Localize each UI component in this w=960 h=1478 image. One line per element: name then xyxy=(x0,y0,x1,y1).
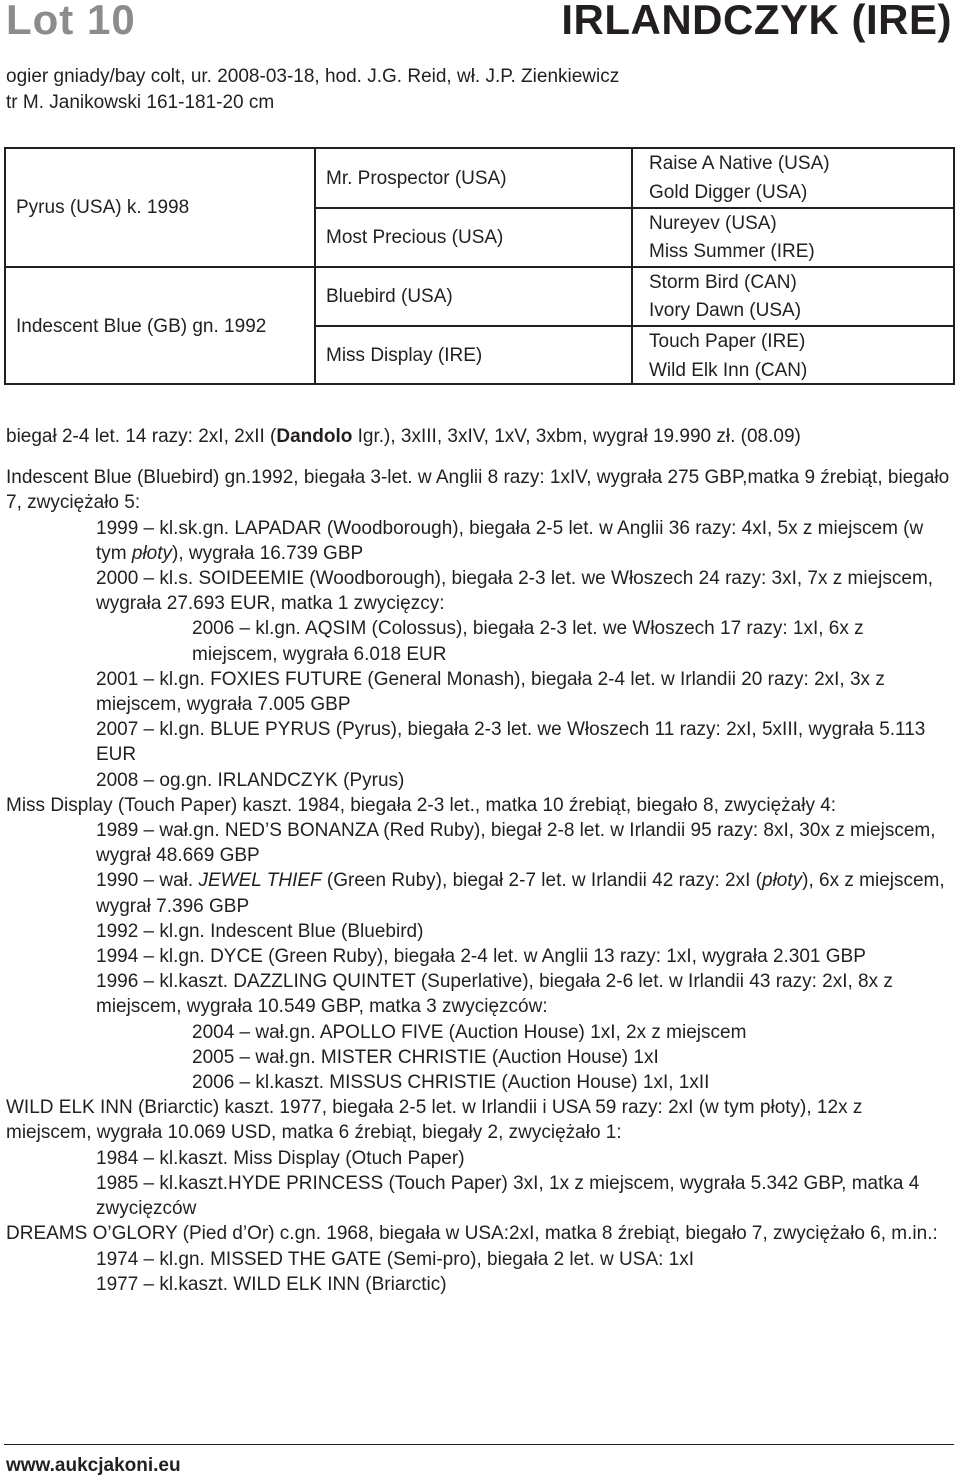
offspring-entry: 1994 – kl.gn. DYCE (Green Ruby), biegała 2-4 let. w Anglii 13 razy: 1xI, wygrała 2.301 GBP xyxy=(96,946,866,968)
great-great-granddam-intro: DREAMS O’GLORY (Pied d’Or) c.gn. 1968, biegała w USA:2xI, matka 8 źrebiąt, biegało 7, zwyciężało 6, m.in.: xyxy=(6,1223,938,1245)
pedigree-grandparent: Miss Display (IRE) xyxy=(326,345,483,366)
horse-name: IRLANDCZYK (IRE) xyxy=(561,0,952,43)
offspring-entry: 1990 – wał. JEWEL THIEF (Green Ruby), biegał 2-7 let. w Irlandii 42 razy: 2xI (płoty), 6x z miejscem, wygrał 7.396 GBP xyxy=(96,870,945,917)
intro-line-2: tr M. Janikowski 161-181-20 cm xyxy=(6,92,275,113)
offspring-entry: 2001 – kl.gn. FOXIES FUTURE (General Monash), biegała 2-4 let. w Irlandii 20 razy: 2xI, 3x z miejscem, wygrała 7.005 GBP xyxy=(96,668,885,716)
great-granddam-intro: WILD ELK INN (Briarctic) kaszt. 1977, biegała 2-5 let. w Irlandii i USA 59 razy: 2xI (w tym płoty), 12x z miejscem, wygrała 10.069 USD, matka 6 źrebiąt, biegały 2, zwyciężało 1: xyxy=(6,1097,863,1144)
pedigree-notes xyxy=(6,424,951,1297)
pedigree-great-grandparent: Raise A Native (USA) xyxy=(649,153,830,174)
race-record: biegał 2-4 let. 14 razy: 2xI, 2xII (Dandolo Igr.), 3xIII, 3xIV, 1xV, 3xbm, wygrał 19.990 zł. (08.09) xyxy=(6,426,801,447)
offspring-entry: 2000 – kl.s. SOIDEEMIE (Woodborough), biegała 2-3 let. we Włoszech 24 razy: 3xI, 7x z miejscem, wygrała 27.693 EUR, matka 1 zwycięzcy: xyxy=(96,568,934,615)
offspring-entry: 2006 – kl.gn. AQSIM (Colossus), biegała 2-3 let. we Włoszech 17 razy: 1xI, 6x z miejscem, wygrała 6.018 EUR xyxy=(192,618,864,665)
pedigree-grandparent: Most Precious (USA) xyxy=(326,227,504,248)
horse-intro xyxy=(6,64,619,116)
page-header xyxy=(0,0,960,50)
pedigree-great-grandparent: Storm Bird (CAN) xyxy=(649,271,797,293)
offspring-entry: 2007 – kl.gn. BLUE PYRUS (Pyrus), biegała 2-3 let. we Włoszech 11 razy: 2xI, 5xIII, wygrała 5.113 EUR xyxy=(96,719,926,766)
pedigree-great-grandparent: Ivory Dawn (USA) xyxy=(649,300,802,321)
offspring-entry: 2005 – wał.gn. MISTER CHRISTIE (Auction House) 1xI xyxy=(192,1046,659,1068)
offspring-entry: 1984 – kl.kaszt. Miss Display (Otuch Paper) xyxy=(96,1147,465,1169)
offspring-entry: 1974 – kl.gn. MISSED THE GATE (Semi-pro), biegała 2 let. w USA: 1xI xyxy=(96,1248,695,1270)
race-name-bold: Dandolo xyxy=(276,426,353,447)
offspring-entry: 1992 – kl.gn. Indescent Blue (Bluebird) xyxy=(96,920,424,942)
pedigree-great-grandparent: Miss Summer (IRE) xyxy=(649,241,815,262)
granddam-intro: Miss Display (Touch Paper) kaszt. 1984, biegała 2-3 let., matka 10 źrebiąt, biegało 8, zwyciężały 4: xyxy=(6,794,837,816)
pedigree-great-grandparent: Touch Paper (IRE) xyxy=(649,330,806,352)
offspring-entry: 2006 – kl.kaszt. MISSUS CHRISTIE (Auction House) 1xI, 1xII xyxy=(192,1072,710,1094)
offspring-entry: 1985 – kl.kaszt.HYDE PRINCESS (Touch Paper) 3xI, 1x z miejscem, wygrała 5.342 GBP, matka 4 zwycięzców xyxy=(96,1172,920,1220)
offspring-entry: 1977 – kl.kaszt. WILD ELK INN (Briarctic) xyxy=(96,1273,447,1295)
pedigree-great-grandparent: Gold Digger (USA) xyxy=(649,182,808,203)
offspring-entry: 1989 – wał.gn. NED’S BONANZA (Red Ruby), biegał 2-8 let. w Irlandii 95 razy: 8xI, 30x z miejscem, wygrał 48.669 GBP xyxy=(96,820,936,867)
pedigree-dam: Indescent Blue (GB) gn. 1992 xyxy=(16,315,267,337)
pedigree-great-grandparent: Wild Elk Inn (CAN) xyxy=(649,359,808,381)
footer-url[interactable]: www.aukcjakoni.eu xyxy=(6,1455,181,1476)
intro-line-1: ogier gniady/bay colt, ur. 2008-03-18, hod. J.G. Reid, wł. J.P. Zienkiewicz xyxy=(6,66,620,87)
pedigree-great-grandparent: Nureyev (USA) xyxy=(649,212,777,234)
pedigree-great-grandparents xyxy=(633,149,953,383)
offspring-entry: 2004 – wał.gn. APOLLO FIVE (Auction House) 1xI, 2x z miejscem xyxy=(192,1021,747,1043)
pedigree-grandparent: Bluebird (USA) xyxy=(326,286,453,307)
pedigree-sire: Pyrus (USA) k. 1998 xyxy=(16,197,190,218)
pedigree-table xyxy=(4,147,955,385)
lot-number: Lot 10 xyxy=(6,0,136,43)
pedigree-grandparent: Mr. Prospector (USA) xyxy=(326,167,507,189)
offspring-entry: 2008 – og.gn. IRLANDCZYK (Pyrus) xyxy=(96,769,405,791)
offspring-entry: 1999 – kl.sk.gn. LAPADAR (Woodborough), biegała 2-5 let. w Anglii 36 razy: 4xI, 5x z miejscem (w tym płoty), wygrała 16.739 GBP xyxy=(96,517,924,564)
pedigree-grandparents xyxy=(316,149,633,383)
offspring-entry: 1996 – kl.kaszt. DAZZLING QUINTET (Superlative), biegała 2-6 let. w Irlandii 43 razy: 2xI, 8x z miejscem, wygrała 10.549 GBP, matka 3 zwycięzców: xyxy=(96,971,893,1018)
footer-divider xyxy=(4,1444,954,1445)
pedigree-parents xyxy=(6,149,316,383)
dam-intro: Indescent Blue (Bluebird) gn.1992, biegała 3-let. w Anglii 8 razy: 1xIV, wygrała 275 GBP,matka 9 źrebiąt, biegało 7, zwyciężało 5: xyxy=(6,467,950,514)
